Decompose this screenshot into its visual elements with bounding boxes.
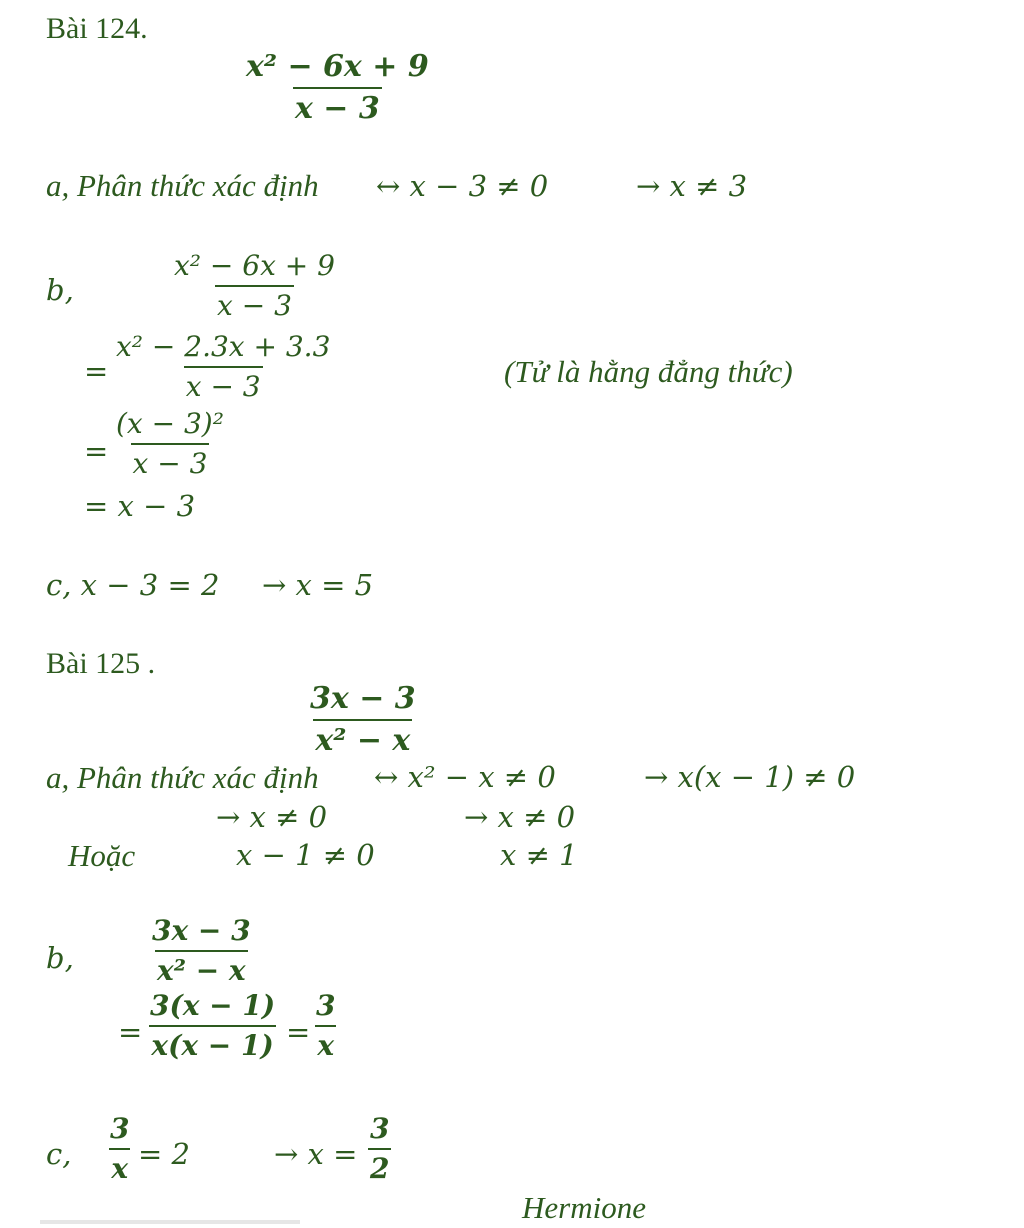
- fraction-denominator: x − 3: [293, 87, 382, 124]
- fraction-numerator: 3: [370, 1112, 390, 1145]
- part-a-condition: ↔ x² − x ≠ 0: [374, 760, 556, 794]
- exercise-124-title: Bài 124.: [46, 12, 148, 45]
- fraction-numerator: 3x − 3: [310, 681, 416, 716]
- part-b-fraction-1: [172, 249, 337, 322]
- part-c-equation: c, x − 3 = 2: [46, 568, 220, 602]
- part-b-fraction-1: [150, 914, 253, 987]
- equals-sign: =: [84, 354, 109, 388]
- fraction-denominator: x: [109, 1148, 130, 1183]
- part-c-result: → x = 5: [262, 568, 374, 602]
- part-a-result: → x ≠ 3: [636, 169, 748, 203]
- fraction-numerator: 3: [316, 989, 336, 1022]
- fraction-denominator: x − 3: [184, 366, 263, 401]
- fraction-denominator: 2: [368, 1148, 391, 1183]
- part-b-fraction-3: [114, 407, 226, 480]
- part-a-label: a, Phân thức xác định: [46, 168, 319, 203]
- part-c-fraction: [108, 1112, 131, 1185]
- part-a-case-2-result: x ≠ 1: [500, 838, 578, 872]
- fraction-denominator: x(x − 1): [149, 1025, 275, 1060]
- exercise-125-title: Bài 125 .: [46, 647, 156, 680]
- part-a-case-1: → x ≠ 0: [216, 800, 328, 834]
- part-b-fraction-2: [114, 330, 332, 403]
- exercise-125-fraction: [308, 681, 418, 758]
- fraction-denominator: x² − x: [313, 719, 412, 756]
- fraction-denominator: x − 3: [215, 285, 294, 320]
- fraction-denominator: x: [315, 1025, 336, 1060]
- fraction-numerator: 3x − 3: [152, 914, 251, 947]
- part-c-label: c,: [46, 1137, 72, 1171]
- page-divider: [40, 1220, 300, 1224]
- part-a-case-1-result: → x ≠ 0: [464, 800, 576, 834]
- fraction-numerator: 3(x − 1): [150, 989, 276, 1022]
- part-b-label: b,: [46, 941, 74, 975]
- part-a-label: a, Phân thức xác định: [46, 760, 319, 795]
- exercise-124-fraction: [244, 49, 431, 126]
- part-c-equals-two: = 2: [138, 1137, 190, 1171]
- signature: Hermione: [522, 1190, 646, 1225]
- part-a-result: → x(x − 1) ≠ 0: [644, 760, 856, 794]
- fraction-denominator: x − 3: [131, 443, 210, 478]
- part-c-result-fraction: [368, 1112, 391, 1185]
- fraction-numerator: (x − 3)²: [116, 407, 224, 440]
- part-a-condition: ↔ x − 3 ≠ 0: [376, 169, 549, 203]
- fraction-numerator: x² − 6x + 9: [246, 49, 429, 84]
- part-b-final: = x − 3: [84, 489, 196, 523]
- part-a-case-2: x − 1 ≠ 0: [236, 838, 375, 872]
- equals-sign: =: [286, 1015, 311, 1049]
- part-b-fraction-2: [148, 989, 277, 1062]
- equals-sign: =: [84, 434, 109, 468]
- part-c-arrow: → x =: [274, 1137, 358, 1171]
- part-b-fraction-3: [314, 989, 337, 1062]
- part-b-note: (Tử là hằng đẳng thức): [504, 354, 793, 389]
- fraction-numerator: x² − 2.3x + 3.3: [116, 330, 331, 363]
- equals-sign: =: [118, 1015, 143, 1049]
- fraction-numerator: 3: [110, 1112, 130, 1145]
- or-label: Hoặc: [68, 838, 136, 873]
- part-b-label: b,: [46, 273, 74, 307]
- fraction-denominator: x² − x: [155, 950, 248, 985]
- fraction-numerator: x² − 6x + 9: [174, 249, 335, 282]
